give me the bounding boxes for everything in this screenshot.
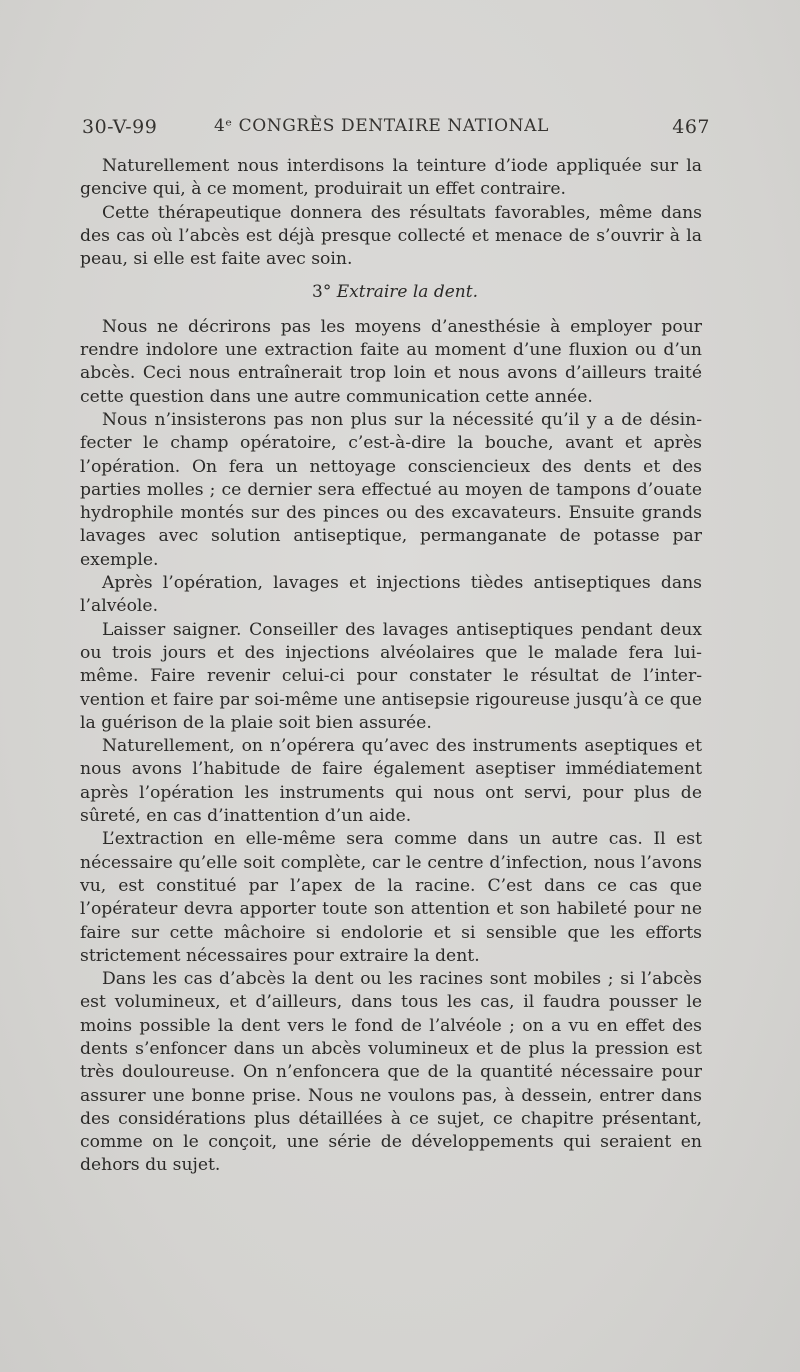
paragraph: Naturellement, on n’opérera qu’avec des instruments aseptiques et nous avons l’habitude de faire également aseptiser immédiatement après l’opération les instruments qui nous ont servi, pour plus de sûreté, en cas d’inattention d’un aide. [80, 736, 702, 827]
paragraph: Après l’opération, lavages et injections tièdes antiseptiques dans l’alvéole. [80, 573, 702, 617]
paragraph: Naturellement nous interdisons la teinture d’iode appliquée sur la gencive qui, à ce moment, produirait un effet contraire. [80, 156, 702, 200]
paragraph: L’extraction en elle-même sera comme dans un autre cas. Il est nécessaire qu’elle soit complète, car le centre d’infection, nous l’avons vu, est constitué par l’apex de la racine. C’est dans ce cas que l’opérateur devra apporter toute son attention et son habileté pour ne faire sur cette mâchoire si endolorie et si sensible que les efforts strictement nécessaires pour extraire la dent. [80, 829, 702, 966]
paragraph: Dans les cas d’abcès la dent ou les racines sont mobiles ; si l’abcès est volumineux, et d’ailleurs, dans tous les cas, il faudra pousser le moins possible la dent vers le fond de l’alvéole ; on a vu en effet des dents s’enfoncer dans un abcès volumineux et de plus la pression est très douloureuse. On n’enfoncera que de la quantité nécessaire pour assurer une bonne prise. Nous ne voulons pas, à dessein, entrer dans des considérations plus détaillées à ce sujet, ce chapitre présentant, comme on le conçoit, une série de développements qui seraient en dehors du sujet. [80, 969, 702, 1176]
section-title: Extraire la dent. [336, 282, 478, 303]
section-number: 3° [312, 282, 332, 303]
section-heading [80, 281, 702, 304]
paragraph: Laisser saigner. Conseiller des lavages antiseptiques pendant deux ou trois jours et des injections alvéolaires que le malade fera lui-même. Faire revenir celui-ci pour constater le résultat de l’intervention et faire par soi-même une antisepsie rigoureuse jusqu’à ce que la guérison de la plaie soit bien assurée. [80, 619, 702, 733]
page-number: 467 [672, 116, 710, 138]
header-title: 4ᵉ CONGRÈS DENTAIRE NATIONAL [214, 116, 549, 136]
header-date: 30-V-99 [82, 116, 158, 138]
paragraph: Nous n’insisterons pas non plus sur la nécessité qu’il y a de désinfecter le champ opératoire, c’est-à-dire la bouche, avant et après l’opération. On fera un nettoyage consciencieux des dents et des parties molles ; ce dernier sera effectué au moyen de tampons d’ouate hydrophile montés sur des pinces ou des excavateurs. Ensuite grands lavages avec solution antiseptique, permanganate de potasse par exemple. [80, 409, 702, 570]
paragraph: Cette thérapeutique donnera des résultats favorables, même dans des cas où l’abcès est déjà presque collecté et menace de s’ouvrir à la peau, si elle est faite avec soin. [80, 202, 702, 270]
running-header [82, 116, 710, 146]
body-text [80, 155, 702, 1178]
paragraph: Nous ne décrirons pas les moyens d’anesthésie à employer pour rendre indolore une extraction faite au moment d’une fluxion ou d’un abcès. Ceci nous entraînerait trop loin et nous avons d’ailleurs traité cette question dans une autre communication cette année. [80, 316, 702, 407]
